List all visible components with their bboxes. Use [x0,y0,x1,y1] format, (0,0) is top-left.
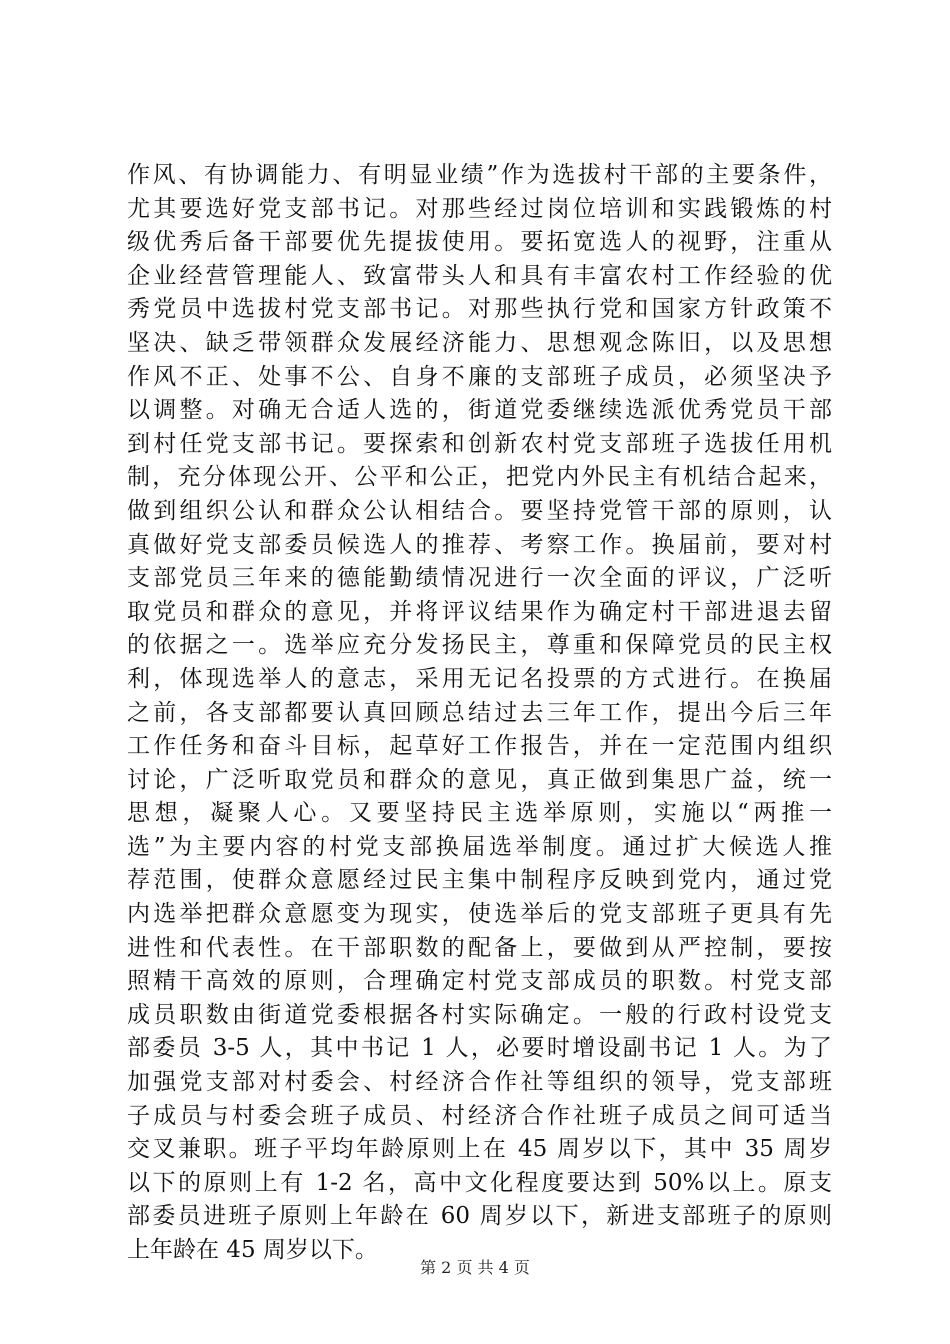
text-line: 到村任党支部书记。要探索和创新农村党支部班子选拔任用机 [127,430,832,457]
text-line-last: 上年龄在 45 周岁以下。 [127,1237,378,1263]
text-line: 之前，各支部都要认真回顾总结过去三年工作，提出今后三年 [127,699,832,726]
text-line: 加强党支部对村委会、村经济合作社等组织的领导，党支部班 [127,1069,832,1096]
body-paragraph [127,159,832,1268]
text-line: 利，体现选举人的意志，采用无记名投票的方式进行。在换届 [127,665,832,692]
text-line: 的依据之一。选举应充分发扬民主，尊重和保障党员的民主权 [127,632,832,659]
text-line: 制，充分体现公开、公平和公正，把党内外民主有机结合起来， [127,464,832,491]
text-line: 以调整。对确无合适人选的，街道党委继续选派优秀党员干部 [127,397,832,424]
text-line: 部委员 3-5 人，其中书记 1 人，必要时增设副书记 1 人。为了 [127,1035,832,1062]
text-line: 进性和代表性。在干部职数的配备上，要做到从严控制，要按 [127,934,832,961]
text-line: 荐范围，使群众意愿经过民主集中制程序反映到党内，通过党 [127,867,832,894]
page-number-footer: 第 2 页 共 4 页 [420,1258,530,1277]
text-line: 思想，凝聚人心。又要坚持民主选举原则，实施以“两推一 [127,800,832,827]
text-line: 照精干高效的原则，合理确定村党支部成员的职数。村党支部 [127,968,832,995]
text-line: 真做好党支部委员候选人的推荐、考察工作。换届前，要对村 [127,531,832,558]
text-line: 取党员和群众的意见，并将评议结果作为确定村干部进退去留 [127,598,832,625]
text-line: 以下的原则上有 1-2 名，高中文化程度要达到 50%以上。原支 [127,1169,832,1196]
text-line: 秀党员中选拔村党支部书记。对那些执行党和国家方针政策不 [127,296,832,323]
text-line: 工作任务和奋斗目标，起草好工作报告，并在一定范围内组织 [127,733,832,760]
text-line: 坚决、缺乏带领群众发展经济能力、思想观念陈旧，以及思想 [127,329,832,356]
text-line: 做到组织公认和群众公认相结合。要坚持党管干部的原则，认 [127,497,832,524]
text-line: 交叉兼职。班子平均年龄原则上在 45 周岁以下，其中 35 周岁 [127,1136,832,1163]
text-line: 选”为主要内容的村党支部换届选举制度。通过扩大候选人推 [127,833,832,860]
text-line: 作风、有协调能力、有明显业绩”作为选拔村干部的主要条件， [127,162,832,188]
text-line: 部委员进班子原则上年龄在 60 周岁以下，新进支部班子的原则 [127,1203,832,1230]
text-line: 成员职数由街道党委根据各村实际确定。一般的行政村设党支 [127,1001,832,1028]
text-line: 尤其要选好党支部书记。对那些经过岗位培训和实践锻炼的村 [127,195,832,222]
text-line: 内选举把群众意愿变为现实，使选举后的党支部班子更具有先 [127,901,832,928]
text-line: 企业经营管理能人、致富带头人和具有丰富农村工作经验的优 [127,262,832,289]
text-line: 讨论，广泛听取党员和群众的意见，真正做到集思广益，统一 [127,766,832,793]
text-line: 作风不正、处事不公、自身不廉的支部班子成员，必须坚决予 [127,363,832,390]
text-line: 子成员与村委会班子成员、村经济合作社班子成员之间可适当 [127,1102,832,1129]
text-line: 级优秀后备干部要优先提拔使用。要拓宽选人的视野，注重从 [127,229,832,256]
text-line: 支部党员三年来的德能勤绩情况进行一次全面的评议，广泛听 [127,565,832,592]
